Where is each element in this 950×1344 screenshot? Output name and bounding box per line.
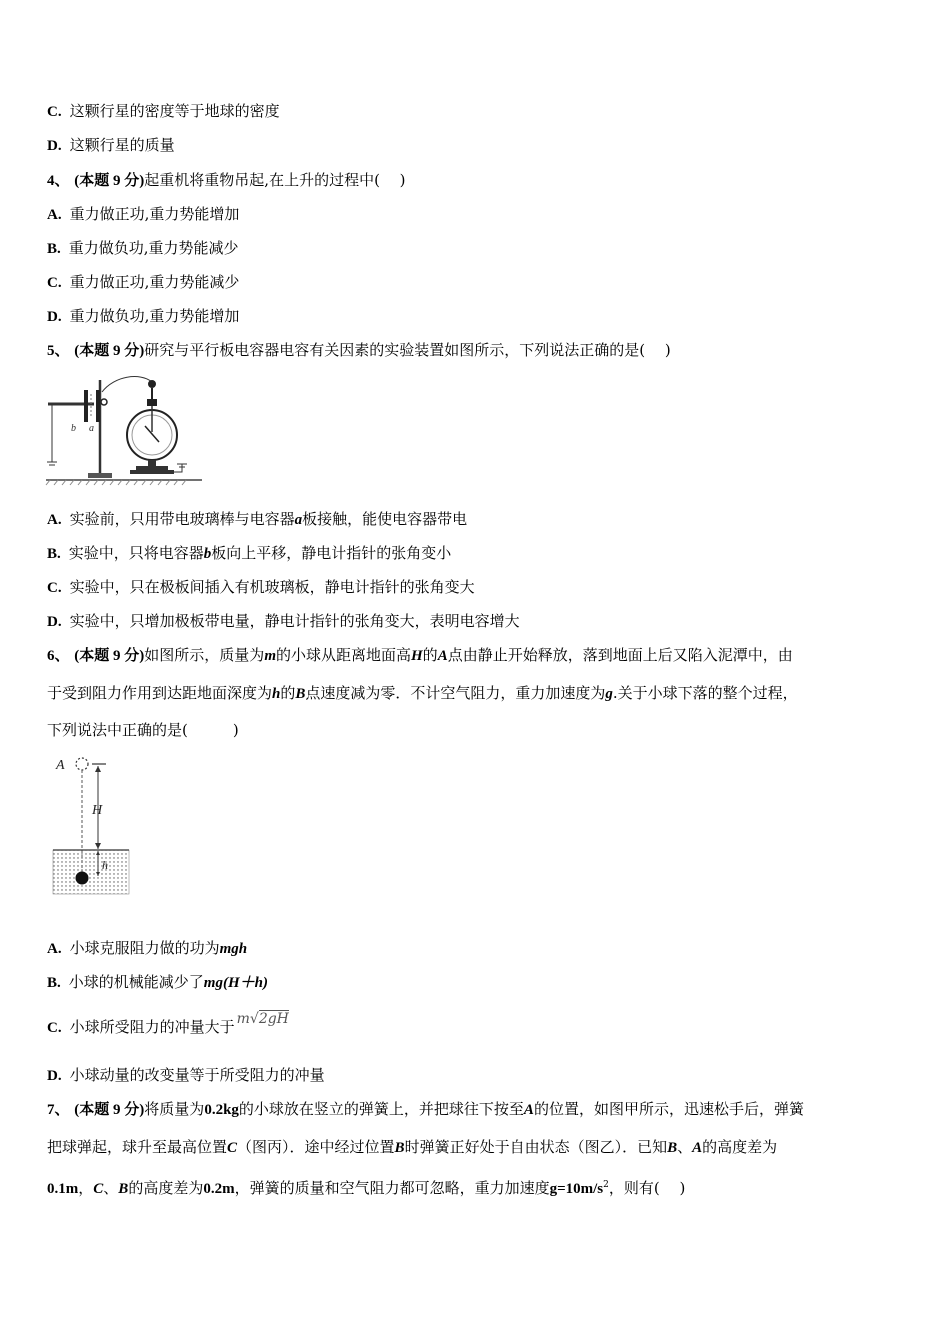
stem-text: 将质量为: [144, 1100, 205, 1118]
option-label: C.: [47, 1020, 62, 1036]
option-expression: mg(H＋h): [203, 975, 268, 991]
q5-option-c: [47, 577, 475, 598]
option-label: B.: [47, 546, 61, 562]
stem-superscript: 2: [603, 1180, 609, 1190]
option-text: 板接触，能使电容器带电: [302, 510, 468, 528]
question-score: (本题 9 分): [74, 648, 145, 664]
question-number: 7、: [47, 1102, 70, 1118]
stem-text: 、: [677, 1138, 693, 1156]
option-text: 这颗行星的质量: [69, 136, 175, 154]
stem-variable: A: [437, 648, 448, 664]
question-text: 研究与平行板电容器电容有关因素的实验装置如图所示，下列说法正确的是( ): [144, 341, 671, 359]
option-label: D.: [47, 1068, 62, 1084]
stem-variable: h: [272, 686, 281, 702]
q5-option-a: [47, 509, 467, 530]
option-expression: mgh: [219, 941, 248, 957]
option-label: A.: [47, 941, 62, 957]
question-score: (本题 9 分): [74, 173, 145, 189]
plate-b-label: b: [71, 423, 76, 434]
question-text: 起重机将重物吊起,在上升的过程中( ): [144, 171, 406, 189]
q4-option-a: [47, 204, 239, 225]
option-label: A.: [47, 512, 62, 528]
stem-text: 点由静止开始释放，落到地面上后又陷入泥潭中，由: [447, 646, 793, 664]
option-label: B.: [47, 975, 61, 991]
stem-text: 于受到阻力作用到达距地面深度为: [47, 684, 273, 702]
stem-variable: g: [605, 686, 613, 702]
stem-text: 的: [280, 684, 296, 702]
sqrt-sign: √: [249, 1011, 259, 1027]
option-text: 重力做正功,重力势能增加: [69, 205, 240, 223]
option-label: A.: [47, 207, 62, 223]
stem-value: 0.1m: [47, 1181, 79, 1197]
stem-text: .关于小球下落的整个过程，: [612, 684, 798, 702]
q6-stem-line-1: [47, 645, 793, 666]
capacitor-electrometer-figure: [44, 372, 204, 487]
option-label: D.: [47, 138, 62, 154]
sqrt-radicand: 2gH: [258, 1011, 289, 1027]
depth-h-label: h: [102, 858, 108, 872]
q4-option-b: [47, 238, 239, 259]
q4-stem: [47, 170, 406, 191]
option-variable: a: [294, 512, 303, 528]
stem-text: 的位置，如图甲所示，迅速松手后，弹簧: [533, 1100, 804, 1118]
question-score: (本题 9 分): [74, 1102, 145, 1118]
option-text: 小球克服阻力做的功为: [69, 939, 220, 957]
option-text: 小球的机械能减少了: [68, 973, 204, 991]
option-text: 板向上平移，静电计指针的张角变小: [211, 544, 452, 562]
option-text: 实验中，只在极板间插入有机玻璃板，静电计指针的张角变大: [69, 578, 475, 596]
option-text: 重力做负功,重力势能减少: [68, 239, 239, 257]
ball-falling-figure: [52, 752, 134, 898]
option-label: D.: [47, 309, 62, 325]
q6-option-b: [47, 972, 268, 993]
sqrt-coefficient: m: [236, 1011, 250, 1027]
stem-value: 0.2m: [203, 1181, 235, 1197]
q4-option-d: [47, 306, 239, 327]
question-score: (本题 9 分): [74, 343, 145, 359]
stem-variable: H: [411, 648, 423, 664]
stem-variable: B: [118, 1181, 129, 1197]
q7-stem-line-1: [47, 1099, 804, 1120]
stem-text: 的高度差为: [128, 1179, 204, 1197]
stem-text: 的小球从距离地面高: [275, 646, 411, 664]
option-text: 重力做负功,重力势能增加: [69, 307, 240, 325]
question-number: 5、: [47, 343, 70, 359]
point-a-label: A: [56, 758, 65, 773]
stem-text: （图丙）．途中经过位置: [237, 1138, 395, 1156]
stem-text: 下列说法中正确的是( ): [47, 721, 239, 739]
stem-variable: C: [93, 1181, 104, 1197]
stem-text: 点速度减为零．不计空气阻力，重力加速度为: [305, 684, 606, 702]
q7-stem-line-2: [47, 1137, 777, 1158]
option-text: 实验中，只将电容器: [68, 544, 204, 562]
option-label: C.: [47, 580, 62, 596]
stem-variable: B: [295, 686, 306, 702]
stem-variable: B: [667, 1140, 678, 1156]
stem-text: 的: [422, 646, 438, 664]
option-variable: b: [203, 546, 212, 562]
option-text: 这颗行星的密度等于地球的密度: [69, 102, 280, 120]
stem-text: ，则有( ): [608, 1179, 686, 1197]
option-text: 重力做正功,重力势能减少: [69, 273, 240, 291]
option-text: 小球所受阻力的冲量大于: [69, 1018, 235, 1036]
option-label: D.: [47, 614, 62, 630]
q6-stem-line-3: [47, 720, 239, 740]
stem-text: 的小球放在竖立的弹簧上，并把球往下按至: [238, 1100, 524, 1118]
stem-text: 如图所示，质量为: [144, 646, 265, 664]
stem-text: ，弹簧的质量和空气阻力都可忽略，重力加速度: [234, 1179, 550, 1197]
option-label: C.: [47, 104, 62, 120]
height-h-label: H: [92, 803, 103, 818]
question-number: 6、: [47, 648, 70, 664]
q6-option-d: [47, 1065, 325, 1086]
stem-value: 0.2kg: [204, 1102, 239, 1118]
option-label: C.: [47, 275, 62, 291]
stem-text: 时弹簧正好处于自由状态（图乙）．已知: [404, 1138, 668, 1156]
option-text: 实验前，只用带电玻璃棒与电容器: [69, 510, 295, 528]
option-text: 实验中，只增加极板带电量，静电计指针的张角变大，表明电容增大: [69, 612, 520, 630]
stem-variable: C: [227, 1140, 238, 1156]
stem-variable: A: [692, 1140, 703, 1156]
q5-option-b: [47, 543, 451, 564]
stem-variable: B: [394, 1140, 405, 1156]
q5-option-d: [47, 611, 520, 632]
q3-option-d: [47, 135, 175, 156]
q6-option-a: [47, 938, 247, 959]
stem-variable: m: [264, 648, 276, 664]
question-number: 4、: [47, 173, 70, 189]
q3-option-c: [47, 101, 280, 122]
q5-stem: [47, 340, 671, 361]
stem-text: 把球弹起，球升至最高位置: [47, 1138, 228, 1156]
stem-text: 的高度差为: [702, 1138, 778, 1156]
plate-a-label: a: [89, 423, 94, 434]
stem-variable: A: [523, 1102, 534, 1118]
option-text: 小球动量的改变量等于所受阻力的冲量: [69, 1066, 325, 1084]
q6-option-c: [47, 1011, 289, 1038]
sqrt-expression: [237, 1011, 289, 1027]
stem-text: ，: [78, 1179, 94, 1197]
q7-stem-line-3: [47, 1175, 685, 1199]
q4-option-c: [47, 272, 239, 293]
stem-text: 、: [103, 1179, 119, 1197]
q6-stem-line-2: [47, 683, 798, 704]
stem-value: g=10m/s: [549, 1181, 604, 1197]
option-label: B.: [47, 241, 61, 257]
